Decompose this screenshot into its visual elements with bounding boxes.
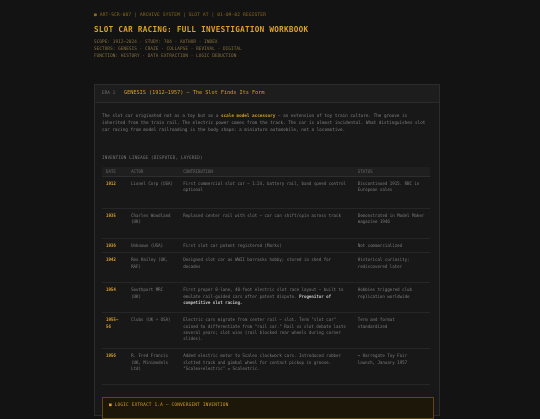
row-date: 1956 xyxy=(102,349,127,385)
row-status: Demonstrated in Model Maker magazine 1946 xyxy=(354,209,430,239)
row-contribution: First commercial slot car — 1:24, battery rail, band speed control optional xyxy=(179,177,354,209)
col-contribution: CONTRIBUTION xyxy=(179,167,354,177)
table-row xyxy=(102,209,430,239)
row-actor: Unknown (USA) xyxy=(127,239,179,253)
row-actor: Southport MRC (UK) xyxy=(127,283,179,313)
logic-extract-label: ■ LOGIC EXTRACT 1.A — CONVERGENT INVENTION xyxy=(109,403,229,408)
era-card-header[interactable] xyxy=(95,85,439,103)
col-status: STATUS xyxy=(354,167,430,177)
table-row xyxy=(102,239,430,253)
table-row xyxy=(102,283,430,313)
intro-text-b: — an extension of toy train culture. The groove is inherited from the train rail. The electric power comes from the track. The car is almost incidental. What distinguishes slot car racing from model railroading is the body shape: a miniature automobile, not a locomotive. xyxy=(102,114,426,133)
row-date: 1942 xyxy=(102,253,127,283)
table-row xyxy=(102,349,430,385)
invention-ledger-table xyxy=(102,167,430,385)
table-row xyxy=(102,177,430,209)
system-line-text: ■ ART-SCR-007 | ARCHIVE SYSTEM | SLOT AT | 01-09-02 REGISTER xyxy=(94,13,266,18)
intro-text-a: The slot car originated not as a toy but as a xyxy=(102,114,221,119)
row-actor: Rex Hailey (UK, RAF) xyxy=(127,253,179,283)
table-row xyxy=(102,313,430,349)
meta-sectors: SECTORS: GENESIS · CRAZE · COLLAPSE · REVIVAL · DIGITAL xyxy=(94,47,242,52)
logic-extract-callout[interactable] xyxy=(102,397,434,419)
meta-scope: SCOPE: 1912–2024 · STUDY: 704 · AUTHOR · INDEX xyxy=(94,40,218,45)
row-date: 1935 xyxy=(102,209,127,239)
row-contribution: First proper 8-lane, 40-foot electric slot race layout — built to emulate rail-guided cars after patent dispute. Progenitor of competitive slot racing. xyxy=(179,283,354,313)
era-intro xyxy=(102,113,430,134)
ledger-body xyxy=(102,177,430,385)
table-header-row xyxy=(102,167,430,177)
era-title: GENESIS (1912–1957) — The Slot Finds Its Form xyxy=(124,90,265,96)
row-contribution: Designed slot car as WWII barracks hobby; stored in shed for decades xyxy=(179,253,354,283)
era-tag: ERA 1 xyxy=(102,91,116,96)
row-status: Discontinued 1915. RBC in European sales xyxy=(354,177,430,209)
row-contribution: Added electric motor to Scalex clockwork cars. Introduced rubber slotted track and gimbal wheel for contact pickup in groove. "Scalex+electric" = Scalextric. xyxy=(179,349,354,385)
meta-function: FUNCTION: HISTORY · DATA EXTRACTION · LOGIC DEDUCTION xyxy=(94,54,237,59)
row-status: → Harrogate Toy Fair launch, January 1957 xyxy=(354,349,430,385)
table-row xyxy=(102,253,430,283)
row-status: Term and format standardized xyxy=(354,313,430,349)
row-status: Historical curiosity; rediscovered later xyxy=(354,253,430,283)
row-actor: Clubs (UK + USA) xyxy=(127,313,179,349)
col-actor: ACTOR xyxy=(127,167,179,177)
row-status: Not commercialized xyxy=(354,239,430,253)
page-title: SLOT CAR RACING: FULL INVESTIGATION WORKBOOK xyxy=(94,25,309,34)
row-status: Hobbies triggered club replication worldwide xyxy=(354,283,430,313)
intro-highlight: scale model accessory xyxy=(221,114,276,119)
row-date: 1912 xyxy=(102,177,127,209)
era-card xyxy=(94,84,440,416)
row-date: 1936 xyxy=(102,239,127,253)
row-date: 1954 xyxy=(102,283,127,313)
row-contribution: Replaced center rail with slot — car can shift/spin across track xyxy=(179,209,354,239)
row-contribution: Electric cars migrate from center rail — slot. Term "slot car" coined to differentiate from "rail car." Rail vs slot debate lasts several years; slot wins (rail blocked rear wheels during corner slides). xyxy=(179,313,354,349)
system-line xyxy=(94,13,266,18)
row-actor: Charles Woodland (UK) xyxy=(127,209,179,239)
col-date: DATE xyxy=(102,167,127,177)
row-contribution: First slot car patent registered (Marks) xyxy=(179,239,354,253)
row-date: 1955–56 xyxy=(102,313,127,349)
row-actor: Lionel Corp (USA) xyxy=(127,177,179,209)
ledger-label: INVENTION LINEAGE (DISPUTED, LAYERED) xyxy=(102,155,203,160)
row-actor: R. Fred Francis (UK, Minimodels Ltd) xyxy=(127,349,179,385)
